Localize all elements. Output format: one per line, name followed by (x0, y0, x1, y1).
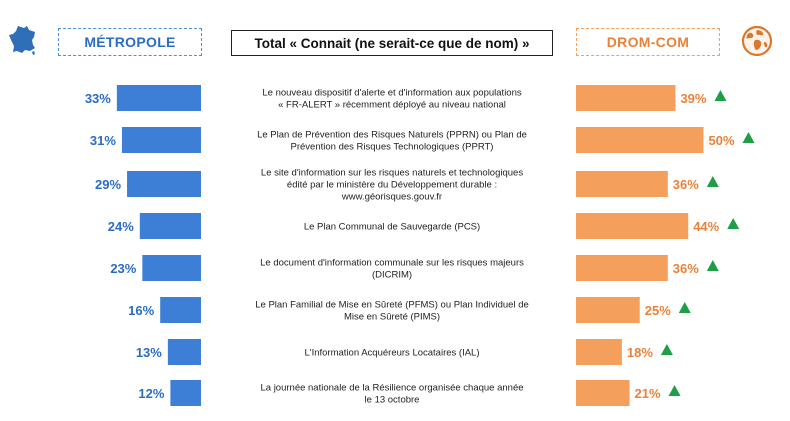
significance-up-triangle (679, 302, 691, 313)
category-label: Le Plan de Prévention des Risques Naturels (PPRN) ou Plan de Prévention des Risques Technologiques (PPRT) (257, 129, 527, 153)
chart-title-text: Total « Connait (ne serait-ce que de nom) » (254, 35, 530, 51)
significance-up-triangle (661, 344, 673, 355)
metropole-bar (140, 213, 201, 239)
dromcom-value-label: 50% (708, 133, 735, 148)
metropole-bar (142, 255, 201, 281)
category-label: L'Information Acquéreurs Locataires (IAL) (304, 347, 480, 359)
category-label: Le site d'information sur les risques naturels et technologiques édité par le ministère du Développement durable : www.géorisques.gouv.fr (260, 167, 524, 203)
significance-up-triangle (727, 218, 739, 229)
metropole-bar (168, 339, 201, 365)
significance-up-triangle (714, 90, 726, 101)
dromcom-value-label: 44% (693, 219, 720, 234)
metropole-bar (127, 171, 201, 197)
dromcom-value-label: 25% (644, 303, 671, 318)
significance-up-triangle (669, 385, 681, 396)
metropole-value-label: 16% (128, 303, 155, 318)
metropole-value-label: 12% (138, 386, 165, 401)
dromcom-label: DROM-COM (606, 34, 690, 50)
metropole-bar (122, 127, 201, 153)
category-label: Le nouveau dispositif d'alerte et d'information aux populations « FR-ALERT » récemment déployé au niveau national (262, 87, 522, 111)
dromcom-value-label: 39% (680, 91, 707, 106)
metropole-value-label: 33% (84, 91, 111, 106)
category-label: Le Plan Communal de Sauvegarde (PCS) (303, 221, 481, 233)
category-label: Le document d'information communale sur les risques majeurs (DICRIM) (260, 257, 524, 281)
category-label: La journée nationale de la Résilience organisée chaque année le 13 octobre (260, 382, 524, 406)
dromcom-bar (576, 297, 640, 323)
dromcom-bar (576, 85, 675, 111)
significance-up-triangle (707, 260, 719, 271)
dromcom-bar (576, 213, 688, 239)
dromcom-bar (576, 380, 630, 406)
metropole-bar (117, 85, 201, 111)
dromcom-value-label: 36% (672, 177, 699, 192)
dromcom-bar (576, 255, 668, 281)
metropole-bar (160, 297, 201, 323)
metropole-value-label: 29% (95, 177, 122, 192)
dromcom-value-label: 18% (626, 345, 653, 360)
metropole-value-label: 24% (107, 219, 134, 234)
dromcom-value-label: 21% (634, 386, 661, 401)
dromcom-bar (576, 171, 668, 197)
significance-up-triangle (707, 176, 719, 187)
metropole-label: MÉTROPOLE (84, 34, 176, 50)
category-label: Le Plan Familial de Mise en Sûreté (PFMS) ou Plan Individuel de Mise en Sûreté (PIMS) (255, 299, 529, 323)
metropole-bar (170, 380, 201, 406)
metropole-value-label: 13% (135, 345, 162, 360)
dromcom-bar (576, 339, 622, 365)
metropole-value-label: 31% (89, 133, 116, 148)
significance-up-triangle (743, 132, 755, 143)
dromcom-value-label: 36% (672, 261, 699, 276)
dromcom-bar (576, 127, 704, 153)
metropole-value-label: 23% (110, 261, 137, 276)
